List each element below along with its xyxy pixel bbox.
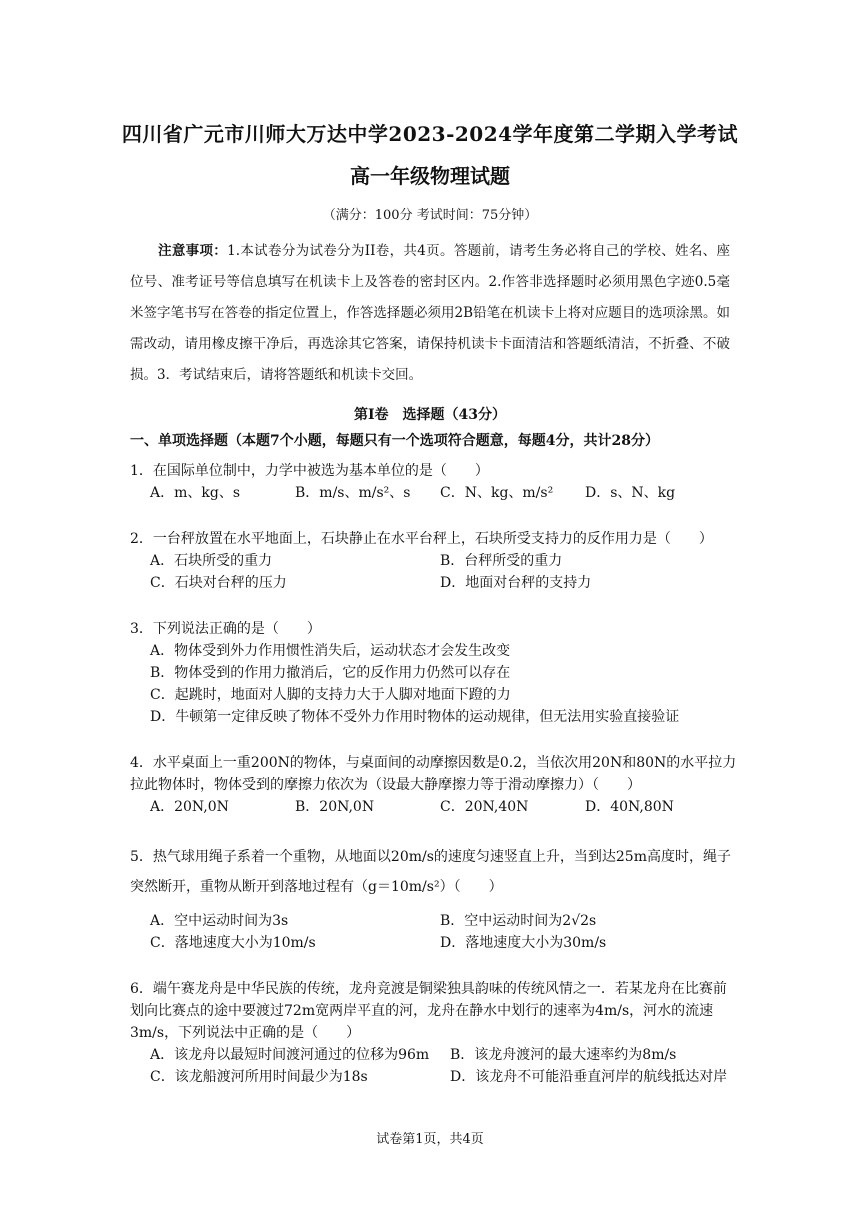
question-stem: 3．下列说法正确的是（ ）	[130, 621, 321, 637]
option-d: D．s、N、kg	[585, 485, 676, 501]
option-d: D．落地速度大小为30m/s	[440, 935, 607, 951]
option-d: D．地面对台秤的支持力	[440, 575, 592, 591]
option-b: B．物体受到的作用力撤消后，它的反作用力仍然可以存在	[150, 665, 511, 681]
option-c: C．该龙船渡河所用时间最少为18s	[150, 1069, 368, 1085]
section-title: 第Ⅰ卷 选择题（43分）	[353, 407, 507, 423]
question-stem: 2．一台秤放置在水平地面上，石块静止在水平台秤上，石块所受支持力的反作用力是（ ）	[130, 531, 713, 547]
question-stem: 5．热气球用绳子系着一个重物，从地面以20m/s的速度匀速竖直上升，当到达25m高度时，绳子突然断开，重物从断开到落地过程有（g＝10m/s²）（ ）	[130, 849, 731, 895]
option-a: A．20N,0N	[150, 799, 229, 815]
notice-text: 1.本试卷分为试卷分为II卷，共4页。答题前，请考生务必将自己的学校、姓名、座位号、准考证号等信息填写在机读卡上及答卷的密封区内。2.作答非选择题时必须用黑色字迹0.5毫米签字笔书写在答卷的指定位置上，作答选择题必须用2B铅笔在机读卡上将对应题目的选项涂黑。如需改动，请用橡皮擦干净后，再选涂其它答案，请保持机读卡卡面清洁和答题纸清洁，不折叠、不破损。3．考试结束后，请将答题纸和机读卡交回。	[130, 243, 731, 383]
question-6	[130, 978, 740, 1088]
option-a: A．空中运动时间为3s	[150, 913, 289, 929]
question-stem: 6．端午赛龙舟是中华民族的传统，龙舟竞渡是铜梁独具韵味的传统风情之一．若某龙舟在比赛前划向比赛点的途中要渡过72m宽两岸平直的河，龙舟在静水中划行的速率为4m/s，河水的流速3m/s，下列说法中正确的是（ ）	[130, 981, 727, 1041]
option-c: C．N、kg、m/s²	[440, 485, 554, 501]
option-d: D．该龙舟不可能沿垂直河岸的航线抵达对岸	[450, 1069, 728, 1085]
option-d: D．牛顿第一定律反映了物体不受外力作用时物体的运动规律，但无法用实验直接验证	[150, 709, 680, 725]
option-c: C．20N,40N	[440, 799, 529, 815]
exam-title: 四川省广元市川师大万达中学2023-2024学年度第二学期入学考试	[121, 122, 739, 146]
option-c: C．石块对台秤的压力	[150, 575, 287, 591]
notice-block	[130, 236, 730, 391]
option-c: C．落地速度大小为10m/s	[150, 935, 316, 951]
exam-meta: （满分：100分 考试时间：75分钟）	[322, 208, 538, 223]
option-b: B．m/s、m/s²、s	[295, 485, 411, 501]
question-3	[130, 618, 740, 728]
question-stem: 1．在国际单位制中，力学中被选为基本单位的是（ ）	[130, 463, 489, 479]
option-c: C．起跳时，地面对人脚的支持力大于人脚对地面下蹬的力	[150, 687, 511, 703]
question-1	[130, 460, 740, 504]
option-b: B．该龙舟渡河的最大速率约为8m/s	[450, 1047, 677, 1063]
option-a: A．该龙舟以最短时间渡河通过的位移为96m	[150, 1047, 430, 1063]
option-a: A．石块所受的重力	[150, 553, 273, 569]
option-b: B．20N,0N	[295, 799, 375, 815]
page-footer: 试卷第1页，共4页	[376, 1132, 484, 1147]
option-a: A．m、kg、s	[150, 485, 241, 501]
option-a: A．物体受到外力作用惯性消失后，运动状态才会发生改变	[150, 643, 511, 659]
question-stem: 4．水平桌面上一重200N的物体，与桌面间的动摩擦因数是0.2，当依次用20N和80N的水平拉力拉此物体时，物体受到的摩擦力依次为（设最大静摩擦力等于滑动摩擦力）（ ）	[130, 755, 737, 793]
part-title: 一、单项选择题（本题7个小题，每题只有一个选项符合题意，每题4分，共计28分）	[130, 433, 659, 449]
question-5	[130, 842, 740, 954]
question-4	[130, 752, 740, 818]
option-d: D．40N,80N	[585, 799, 674, 815]
notice-label: 注意事项：	[158, 243, 228, 259]
option-b: B．空中运动时间为2√2s	[440, 913, 597, 929]
question-2	[130, 528, 740, 594]
option-b: B．台秤所受的重力	[440, 553, 563, 569]
exam-subtitle: 高一年级物理试题	[350, 164, 510, 188]
